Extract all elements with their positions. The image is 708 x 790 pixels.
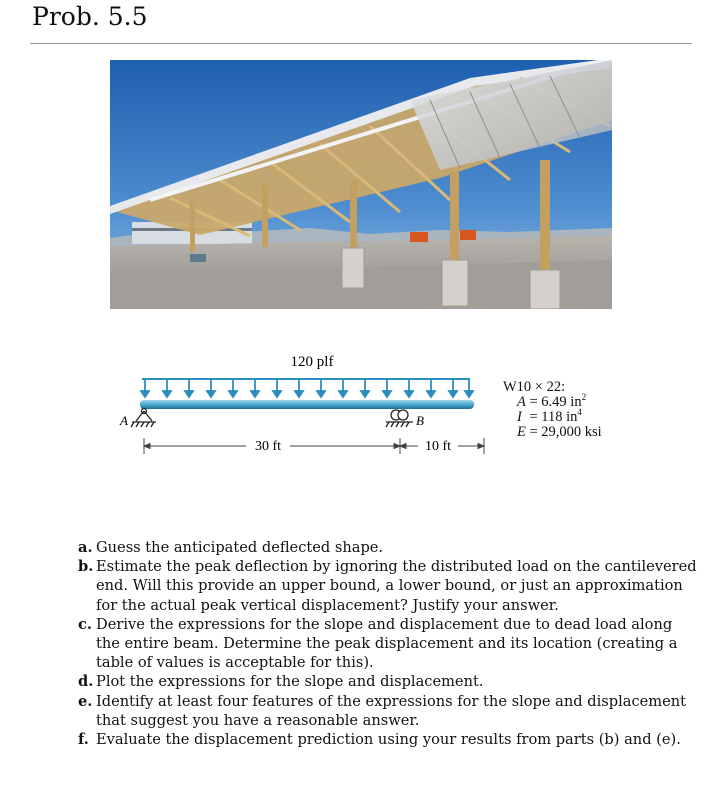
question-item: b. Estimate the peak deflection by ignoring the distributed load on the cantilevered end. Will this provide an upper bound, a lower bound, or just an approximation for the actual peak vertical displacement? Justify your answer.: [78, 558, 697, 614]
pin-support-a: [131, 409, 156, 428]
area-property: A = 6.49 $in^2$: [517, 392, 587, 410]
question-item: f. Evaluate the displacement prediction using your results from parts (b) and (e).: [78, 731, 681, 749]
distributed-load-arrows: [141, 379, 473, 397]
question-item: c. Derive the expressions for the slope and displacement due to dead load along the entire beam. Determine the peak displacement and its location (creating a table of values is acceptable for this).: [78, 615, 678, 672]
load-label: 120 plf: [290, 354, 334, 370]
title-divider: [30, 43, 692, 44]
span-label: 30 ft: [254, 439, 282, 454]
roller-support-b: [386, 410, 413, 427]
question-item: d. Plot the expressions for the slope and displacement.: [78, 673, 484, 691]
problem-title: Prob. 5.5: [32, 2, 148, 31]
beam: [140, 400, 474, 409]
question-item: a. Guess the anticipated deflected shape.: [78, 539, 384, 556]
section-designation: W10 × 22:: [503, 379, 566, 395]
section-properties: [503, 380, 602, 440]
question-item: e. Identify at least four features of the expressions for the slope and displacement that suggest you have a reasonable answer.: [78, 692, 686, 729]
solar-carport-photo: [110, 60, 612, 309]
inertia-property: I = 118 $in^4$: [517, 407, 582, 425]
modulus-property: E = 29,000 ksi: [517, 424, 602, 440]
support-b-label: B: [416, 413, 424, 428]
overhang-label: 10 ft: [424, 439, 452, 454]
question-list: [78, 538, 698, 749]
support-a-label: A: [120, 413, 128, 428]
